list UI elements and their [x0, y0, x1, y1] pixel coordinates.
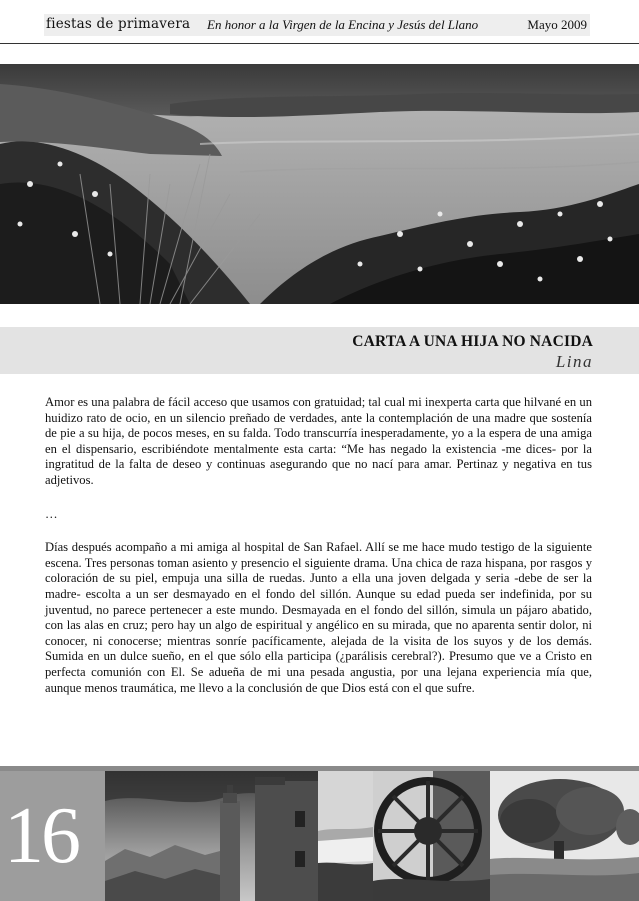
article-paragraph: Amor es una palabra de fácil acceso que usamos con gratuidad; tal cual mi inexperta carta que hilvané en un huidizo rato de ocio, en un silencio preñado de verdades, ante la contemplación de una madre que sostenía de pie a su hija, de pocos meses, en su falda. Todo transcurría inesperadamente, yo a la espera de una amiga en el dispensario, escribiéndote mentalmente esta carta: “Me has negado la existencia -me dices- por la ingratitud de la falta de deseo y continuas asegurando que no nací para amar. Pertinaz y negativa en tus adjetivos. [45, 395, 592, 487]
footer-photo-olive-tree [490, 771, 639, 901]
article-ellipsis: … [45, 506, 58, 521]
magazine-name: fiestas de primavera [46, 16, 191, 32]
header-divider [0, 43, 639, 44]
article-title-band [0, 327, 639, 374]
magazine-subtitle: En honor a la Virgen de la Encina y Jesús del Llano [207, 17, 479, 32]
article-title: CARTA A UNA HIJA NO NACIDA [352, 333, 593, 350]
footer-photo-church [105, 771, 318, 901]
page-number-box [0, 771, 105, 901]
running-header [44, 14, 590, 36]
page-number: 16 [4, 792, 78, 880]
article-body [45, 395, 592, 696]
article-author: Lina [555, 352, 593, 371]
hero-lake-photo [0, 64, 639, 304]
issue-date: Mayo 2009 [527, 17, 587, 32]
article-paragraph: Días después acompaño a mi amiga al hospital de San Rafael. Allí se me hace mudo testigo de la siguiente escena. Tres personas toman asiento y presencio el siguiente drama. Una chica de raza hispana, por rasgos y coloración de su piel, empuja una silla de ruedas. Junto a ella una joven delgada y seria -debe de ser la madre- escolta a un ser desmayado en el fondo del sillón. Aunque su edad pueda ser indefinida, por su juventud, no parece pertenecer a este mundo. Desmayada en el fondo del sillón, simula un pájaro abatido, con las alas en cruz; pero hay un algo de espiritual y angélico en su mirada, que no aparenta sentir dolor, ni conocer, ni conocerse; mientras sonríe pacíficamente, alejada de la visita de los suyos y de los demás. Sumida en un dulce sueño, en el que sólo ella participa (¿parálisis cerebral?). Presumo que ve a Cristo en perfecta comunión con El. Se adueña de mi una pesada angustia, por una lejana experiencia mía que, aunque menos traumática, me llevo a la conclusión de que Dios está con el que sufre. [45, 540, 592, 695]
footer-photo-town [318, 771, 373, 901]
footer-photo-waterwheel [373, 771, 490, 901]
